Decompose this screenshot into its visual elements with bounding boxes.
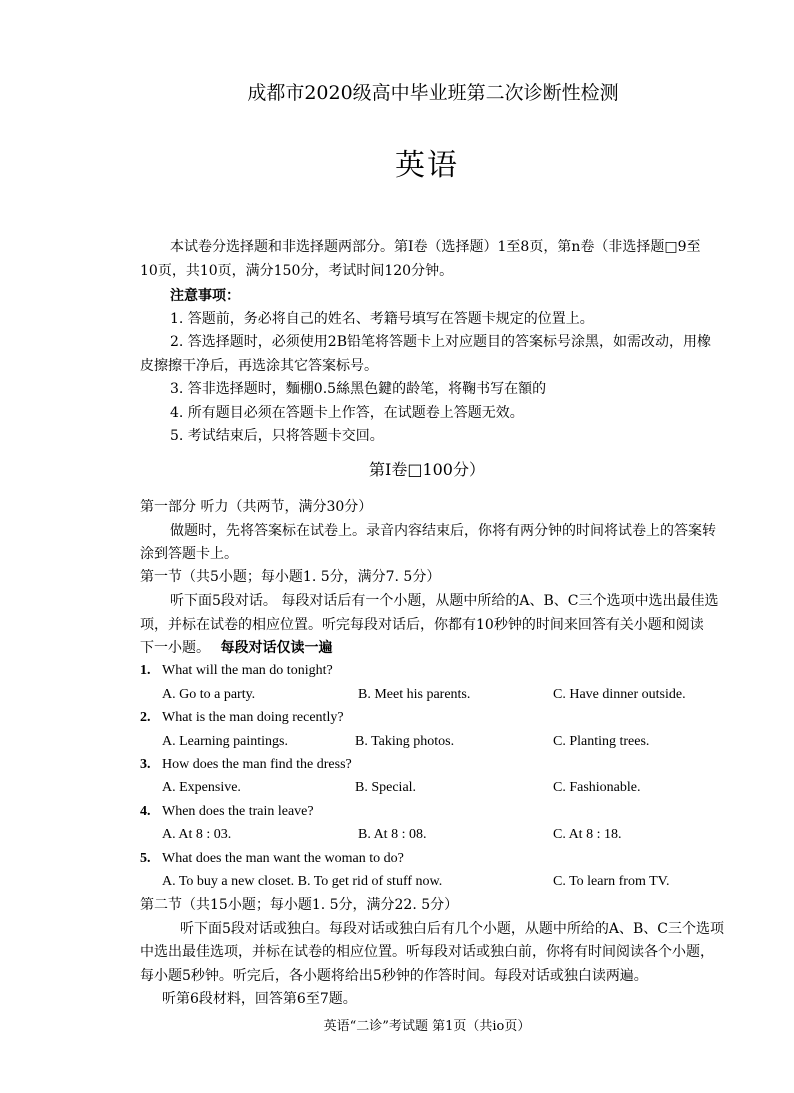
option-a: A. Expensive. xyxy=(162,780,241,795)
question-text: What does the man want the woman to do? xyxy=(162,851,404,866)
question-2 xyxy=(140,709,344,727)
question-1 xyxy=(140,662,333,680)
question-3 xyxy=(140,756,352,774)
option-a: A. At 8 : 03. xyxy=(162,827,232,842)
option-c: C. Planting trees. xyxy=(553,734,650,749)
section1-desc-3a: 下一小题。 xyxy=(140,640,210,656)
question-5 xyxy=(140,850,404,868)
notice-item-3: 3. 答非选择题时，麵棚0.5絲黑色鍵的龄笔，将鞠书写在額的 xyxy=(170,381,547,397)
option-a: A. Go to a party. xyxy=(162,687,256,702)
notice-item-2: 2. 答选择题时，必须使用2B铅笔将答题卡上对应题目的答案标号涂黑，如需改动，用橡 xyxy=(170,334,712,350)
intro-line-1: 本试卷分选择题和非选择题两部分。第Ⅰ卷（选择题）1至8页，第n卷（非选择题□9至 xyxy=(170,239,701,255)
section2-desc-3: 每小题5秒钟。听完后，各小题将给出5秒钟的作答时间。每段对话或独白读两遍。 xyxy=(140,968,648,984)
option-c: C. Have dinner outside. xyxy=(553,687,686,702)
notice-item-5: 5. 考试结束后，只将答题卡交回。 xyxy=(170,428,384,444)
notice-item-4: 4. 所有题目必须在答题卡上作答，在试题卷上答题无效。 xyxy=(170,405,524,421)
part1-desc-2: 涂到答题卡上。 xyxy=(140,546,238,562)
notice-item-2-cont: 皮擦擦干净后，再选涂其它答案标号。 xyxy=(140,358,378,374)
option-b: B. At 8 : 08. xyxy=(358,827,427,842)
question-text: How does the man find the dress? xyxy=(162,757,352,772)
question-number: 1. xyxy=(140,663,151,678)
question-4 xyxy=(140,803,314,821)
section1-desc-1: 听下面5段对话。 每段对话后有一个小题，从题中所给的A、B、C三个选项中选出最佳选 xyxy=(170,593,719,609)
question-text: What will the man do tonight? xyxy=(162,663,333,678)
intro-line-2: 10页，共10页，满分150分，考试时间120分钟。 xyxy=(140,263,454,279)
section1-desc-2: 项，并标在试卷的相应位置。听完每段对话后，你都有10秒钟的时间来回答有关小题和阅读 xyxy=(140,617,704,633)
question-text: What is the man doing recently? xyxy=(162,710,344,725)
option-a: A. Learning paintings. xyxy=(162,734,288,749)
option-a-b: A. To buy a new closet. B. To get rid of stuff now. xyxy=(162,874,443,889)
section2-desc-1: 听下面5段对话或独白。每段对话或独白后有几个小题，从题中所给的A、B、C三个选项 xyxy=(180,921,725,937)
option-c: C. Fashionable. xyxy=(553,780,641,795)
question-number: 5. xyxy=(140,851,151,866)
notice-title: 注意事项： xyxy=(170,288,240,304)
part1-desc-1: 做题时，先将答案标在试卷上。录音内容结束后，你将有两分钟的时间将试卷上的答案转 xyxy=(170,523,716,539)
question-number: 4. xyxy=(140,804,151,819)
part1-heading: 第一部分 听力（共两节，满分30分） xyxy=(140,499,373,515)
section2-heading: 第二节（共15小题；每小题1. 5分，满分22. 5分） xyxy=(140,897,459,913)
notice-item-1: 1. 答题前，务必将自己的姓名、考籍号填写在答题卡规定的位置上。 xyxy=(170,311,594,327)
section2-desc-2: 中选出最佳选项，并标在试卷的相应位置。听每段对话或独白前，你将有时间阅读各个小题， xyxy=(140,944,714,960)
option-b: B. Special. xyxy=(355,780,417,795)
option-c: C. At 8 : 18. xyxy=(553,827,622,842)
section1-desc-3 xyxy=(140,639,332,657)
option-b: B. Meet his parents. xyxy=(358,687,471,702)
option-b: B. Taking photos. xyxy=(355,734,455,749)
option-c: C. To learn from TV. xyxy=(553,874,670,889)
section1-desc-3b: 每段对话仅读一遍 xyxy=(220,640,333,656)
section1-heading: 第一节（共5小题；每小题1. 5分，满分7. 5分） xyxy=(140,569,441,585)
volume-title: 第Ⅰ卷□100分） xyxy=(369,460,485,479)
subject-title: 英语 xyxy=(395,148,459,183)
question-number: 2. xyxy=(140,710,151,725)
question-text: When does the train leave? xyxy=(162,804,314,819)
question-number: 3. xyxy=(140,757,151,772)
exam-title: 成都市2020级高中毕业班第二次诊断性检测 xyxy=(247,82,619,104)
section2-desc-4: 听第6段材料，回答第6至7题。 xyxy=(162,991,357,1007)
page-footer: 英语“二诊”考试题 第1页（共io页） xyxy=(323,1019,531,1034)
